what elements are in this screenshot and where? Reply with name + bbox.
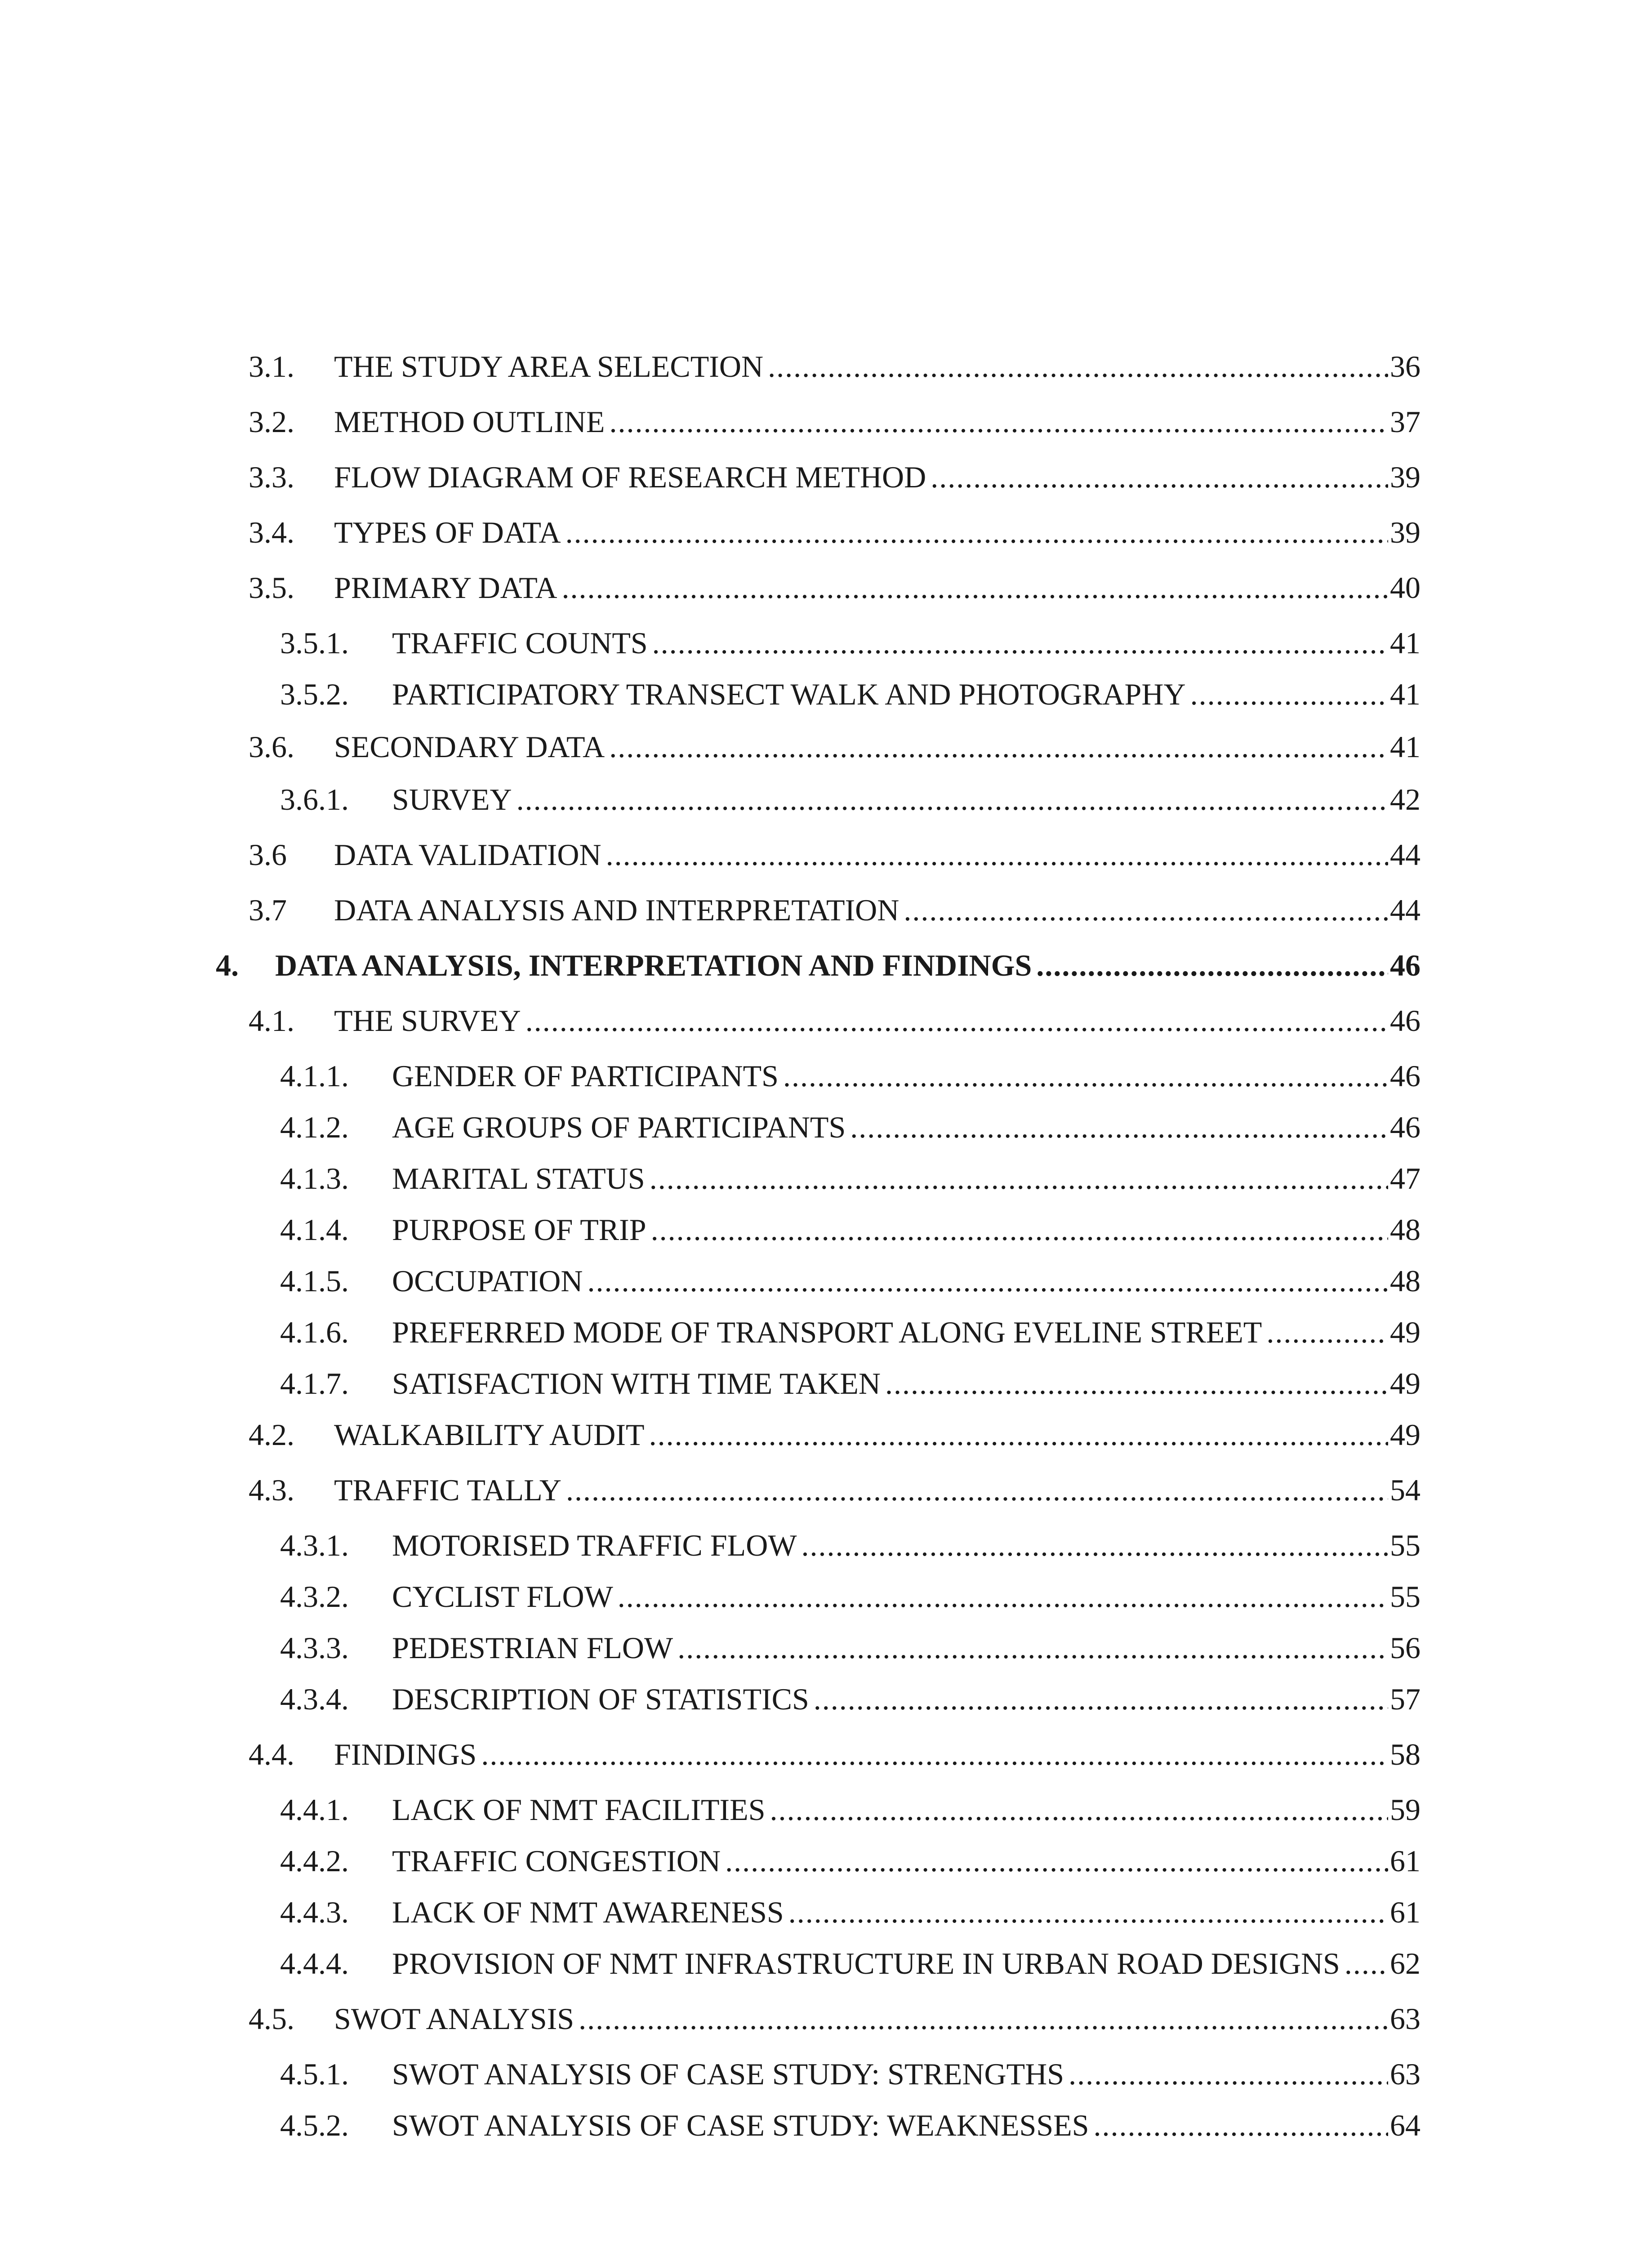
toc-entry-title: SWOT ANALYSIS OF CASE STUDY: WEAKNESSES [392, 2108, 1089, 2142]
toc-entry-title: METHOD OUTLINE [334, 405, 605, 439]
toc-entry-title: SECONDARY DATA [334, 730, 605, 764]
toc-entry-page-number: 62 [1390, 1946, 1420, 1980]
toc-entry-number: 4.1.2. [280, 1110, 349, 1144]
toc-entry[interactable] [0, 1156, 1652, 1201]
dot-leader [1266, 1310, 1388, 1355]
toc-entry[interactable] [0, 1732, 1652, 1777]
toc-entry[interactable] [0, 510, 1652, 555]
toc-entry-page-number: 41 [1390, 626, 1420, 660]
toc-entry-number: 3.3. [249, 460, 294, 494]
dot-leader [579, 1996, 1388, 2041]
toc-entry-number: 3.5.2. [280, 677, 349, 711]
toc-entry-title: PREFERRED MODE OF TRANSPORT ALONG EVELINE STREET [392, 1315, 1262, 1349]
toc-entry[interactable] [0, 1258, 1652, 1303]
toc-entry[interactable] [0, 998, 1652, 1043]
toc-entry-number: 3.7 [249, 893, 287, 927]
toc-entry[interactable] [0, 1677, 1652, 1722]
toc-entry-number: 4.4.4. [280, 1946, 349, 1980]
toc-entry-page-number: 44 [1390, 838, 1420, 872]
toc-entry-title: THE SURVEY [334, 1004, 521, 1038]
toc-entry-number: 4.4.2. [280, 1844, 349, 1878]
dot-leader [1190, 672, 1388, 717]
toc-entry[interactable] [0, 2103, 1652, 2148]
toc-entry-page-number: 41 [1390, 677, 1420, 711]
toc-entry-page-number: 64 [1390, 2108, 1420, 2142]
toc-entry[interactable] [0, 672, 1652, 717]
toc-entry-page-number: 54 [1390, 1473, 1420, 1507]
toc-entry[interactable] [0, 1890, 1652, 1935]
toc-entry-number: 4.2. [249, 1418, 294, 1452]
dot-leader [1094, 2103, 1388, 2148]
toc-entry-page-number: 40 [1390, 571, 1420, 605]
dot-leader [802, 1523, 1388, 1568]
toc-entry[interactable] [0, 888, 1652, 932]
toc-entry-page-number: 58 [1390, 1737, 1420, 1771]
toc-entry-number: 3.1. [249, 349, 294, 384]
toc-entry-title: OCCUPATION [392, 1264, 583, 1298]
dot-leader [652, 620, 1388, 665]
toc-entry[interactable] [0, 565, 1652, 610]
toc-entry-title: SURVEY [392, 782, 512, 816]
toc-entry-number: 4.1.6. [280, 1315, 349, 1349]
toc-entry-number: 4.3.3. [280, 1631, 349, 1665]
toc-entry[interactable] [0, 455, 1652, 500]
toc-entry[interactable] [0, 1574, 1652, 1619]
toc-entry-page-number: 49 [1390, 1315, 1420, 1349]
dot-leader [1069, 2052, 1388, 2096]
toc-entry-number: 3.6 [249, 838, 287, 872]
toc-entry[interactable] [0, 2052, 1652, 2096]
toc-entry-title: PROVISION OF NMT INFRASTRUCTURE IN URBAN ROAD DESIGNS [392, 1946, 1340, 1980]
toc-entry-number: 3.5. [249, 571, 294, 605]
toc-entry-title: DATA ANALYSIS AND INTERPRETATION [334, 893, 899, 927]
dot-leader [481, 1732, 1388, 1777]
toc-entry-number: 4.4.1. [280, 1793, 349, 1827]
toc-entry-page-number: 61 [1390, 1895, 1420, 1929]
toc-entry-title: MARITAL STATUS [392, 1161, 645, 1195]
toc-entry-title: DATA VALIDATION [334, 838, 601, 872]
toc-entry-number: 4.3.1. [280, 1528, 349, 1562]
dot-leader [770, 1787, 1388, 1832]
dot-leader [850, 1105, 1388, 1150]
toc-entry-number: 3.2. [249, 405, 294, 439]
toc-entry-title: AGE GROUPS OF PARTICIPANTS [392, 1110, 846, 1144]
toc-entry-page-number: 57 [1390, 1682, 1420, 1716]
toc-entry[interactable] [0, 1996, 1652, 2041]
toc-entry-number: 4.3.2. [280, 1579, 349, 1614]
toc-entry-number: 4.1. [249, 1004, 294, 1038]
dot-leader [566, 1467, 1388, 1512]
toc-entry[interactable] [0, 1467, 1652, 1512]
toc-entry-page-number: 48 [1390, 1264, 1420, 1298]
toc-entry-number: 3.4. [249, 515, 294, 549]
toc-entry-number: 4.1.4. [280, 1213, 349, 1247]
toc-entry[interactable] [0, 1838, 1652, 1883]
toc-entry-page-number: 46 [1390, 1004, 1420, 1038]
dot-leader [618, 1574, 1388, 1619]
toc-entry[interactable] [0, 832, 1652, 877]
dot-leader [1345, 1941, 1388, 1986]
toc-entry-number: 4.3. [249, 1473, 294, 1507]
toc-entry-title: TRAFFIC COUNTS [392, 626, 648, 660]
dot-leader [725, 1838, 1388, 1883]
toc-entry[interactable] [0, 1941, 1652, 1986]
toc-entry-title: SWOT ANALYSIS OF CASE STUDY: STRENGTHS [392, 2057, 1064, 2091]
dot-leader [606, 832, 1388, 877]
toc-entry[interactable] [0, 1207, 1652, 1252]
dot-leader [885, 1361, 1388, 1406]
toc-entry[interactable] [0, 399, 1652, 444]
toc-entry-page-number: 48 [1390, 1213, 1420, 1247]
toc-entry-number: 4.1.1. [280, 1059, 349, 1093]
dot-leader [1036, 943, 1388, 988]
toc-entry-title: WALKABILITY AUDIT [334, 1418, 645, 1452]
toc-entry-number: 4.4. [249, 1737, 294, 1771]
toc-entry[interactable] [0, 1787, 1652, 1832]
toc-entry[interactable] [0, 1310, 1652, 1355]
toc-entry-page-number: 42 [1390, 782, 1420, 816]
toc-entry-page-number: 61 [1390, 1844, 1420, 1878]
toc-entry-number: 3.5.1. [280, 626, 349, 660]
toc-entry-title: FLOW DIAGRAM OF RESEARCH METHOD [334, 460, 926, 494]
toc-entry-title: THE STUDY AREA SELECTION [334, 349, 764, 384]
dot-leader [566, 510, 1388, 555]
toc-entry[interactable] [0, 724, 1652, 769]
toc-entry-number: 4.5. [249, 2002, 294, 2036]
toc-entry-page-number: 36 [1390, 349, 1420, 384]
dot-leader [649, 1412, 1388, 1457]
toc-entry[interactable] [0, 344, 1652, 389]
toc-entry-number: 4.5.2. [280, 2108, 349, 2142]
dot-leader [561, 565, 1388, 610]
toc-entry-page-number: 55 [1390, 1528, 1420, 1562]
toc-entry-title: GENDER OF PARTICIPANTS [392, 1059, 779, 1093]
toc-entry[interactable] [0, 777, 1652, 822]
toc-entry-title: SWOT ANALYSIS [334, 2002, 574, 2036]
dot-leader [587, 1258, 1388, 1303]
toc-entry-page-number: 59 [1390, 1793, 1420, 1827]
toc-entry-page-number: 47 [1390, 1161, 1420, 1195]
toc-entry-number: 4.4.3. [280, 1895, 349, 1929]
toc-entry-title: FINDINGS [334, 1737, 477, 1771]
toc-entry[interactable] [0, 943, 1652, 988]
toc-entry-title: PURPOSE OF TRIP [392, 1213, 646, 1247]
toc-entry-page-number: 46 [1390, 1110, 1420, 1144]
dot-leader [783, 1053, 1388, 1098]
toc-entry-page-number: 63 [1390, 2057, 1420, 2091]
toc-entry-title: SATISFACTION WITH TIME TAKEN [392, 1366, 881, 1401]
dot-leader [517, 777, 1388, 822]
toc-entry-title: TYPES OF DATA [334, 515, 561, 549]
toc-entry-number: 4. [216, 948, 239, 982]
dot-leader [677, 1625, 1388, 1670]
toc-entry-page-number: 44 [1390, 893, 1420, 927]
toc-entry[interactable] [0, 1105, 1652, 1150]
toc-entry-number: 3.6. [249, 730, 294, 764]
dot-leader [814, 1677, 1388, 1722]
toc-entry-title: LACK OF NMT AWARENESS [392, 1895, 784, 1929]
toc-entry-number: 4.5.1. [280, 2057, 349, 2091]
toc-entry-page-number: 41 [1390, 730, 1420, 764]
dot-leader [768, 344, 1388, 389]
toc-entry-page-number: 46 [1390, 948, 1420, 982]
toc-entry-number: 4.1.5. [280, 1264, 349, 1298]
toc-entry-title: CYCLIST FLOW [392, 1579, 613, 1614]
toc-entry-number: 4.1.7. [280, 1366, 349, 1401]
toc-entry-number: 4.1.3. [280, 1161, 349, 1195]
dot-leader [904, 888, 1388, 932]
toc-entry-title: PARTICIPATORY TRANSECT WALK AND PHOTOGRAPHY [392, 677, 1186, 711]
toc-entry-page-number: 46 [1390, 1059, 1420, 1093]
toc-entry-title: DATA ANALYSIS, INTERPRETATION AND FINDINGS [275, 948, 1032, 982]
toc-entry-title: TRAFFIC CONGESTION [392, 1844, 721, 1878]
toc-entry-page-number: 55 [1390, 1579, 1420, 1614]
toc-entry-page-number: 39 [1390, 460, 1420, 494]
toc-entry-page-number: 39 [1390, 515, 1420, 549]
toc-entry[interactable] [0, 1361, 1652, 1406]
toc-entry[interactable] [0, 1523, 1652, 1568]
dot-leader [931, 455, 1388, 500]
toc-entry[interactable] [0, 1053, 1652, 1098]
dot-leader [650, 1156, 1388, 1201]
toc-entry-page-number: 49 [1390, 1418, 1420, 1452]
toc-entry-number: 3.6.1. [280, 782, 349, 816]
toc-entry-title: DESCRIPTION OF STATISTICS [392, 1682, 809, 1716]
dot-leader [651, 1207, 1388, 1252]
toc-entry-number: 4.3.4. [280, 1682, 349, 1716]
toc-entry-page-number: 63 [1390, 2002, 1420, 2036]
toc-entry-title: PRIMARY DATA [334, 571, 557, 605]
toc-entry-page-number: 56 [1390, 1631, 1420, 1665]
toc-entry-title: LACK OF NMT FACILITIES [392, 1793, 766, 1827]
toc-entry-title: TRAFFIC TALLY [334, 1473, 561, 1507]
dot-leader [609, 724, 1388, 769]
dot-leader [788, 1890, 1388, 1935]
dot-leader [609, 399, 1388, 444]
toc-entry-page-number: 37 [1390, 405, 1420, 439]
toc-entry-page-number: 49 [1390, 1366, 1420, 1401]
toc-entry[interactable] [0, 620, 1652, 665]
toc-entry[interactable] [0, 1625, 1652, 1670]
toc-entry-title: PEDESTRIAN FLOW [392, 1631, 673, 1665]
dot-leader [525, 998, 1388, 1043]
toc-entry[interactable] [0, 1412, 1652, 1457]
toc-entry-title: MOTORISED TRAFFIC FLOW [392, 1528, 797, 1562]
